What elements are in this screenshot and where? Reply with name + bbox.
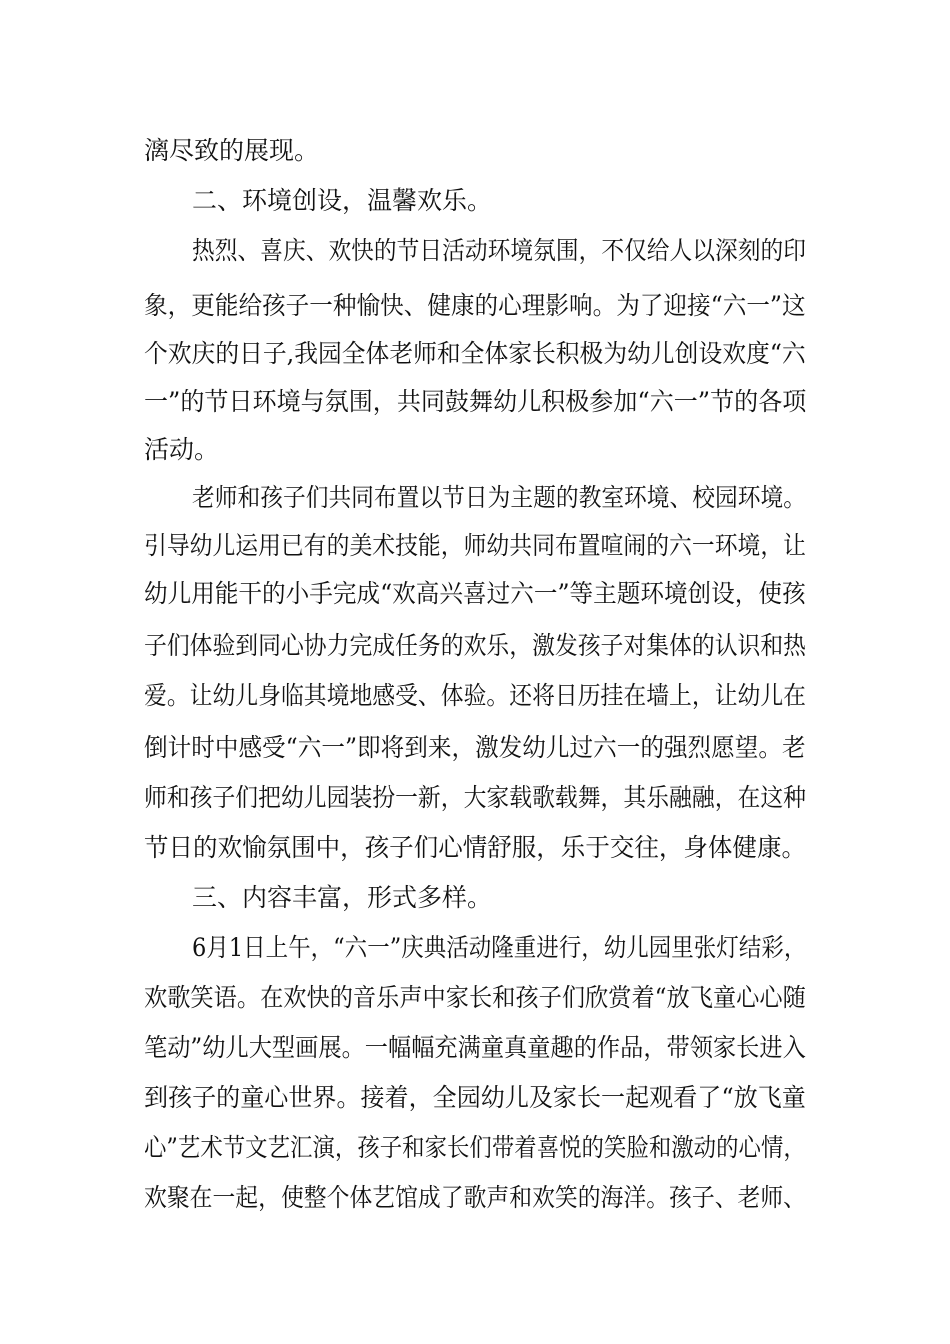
text-line: 活动。	[144, 435, 220, 464]
text-line: 子们体验到同心协力完成任务的欢乐，激发孩子对集体的认识和热	[144, 631, 807, 660]
text-line: 老师和孩子们共同布置以节日为主题的教室环境、校园环境。	[192, 483, 806, 512]
text-line: 个欢庆的日子,我园全体老师和全体家长积极为幼儿创设欢度“六	[144, 339, 806, 368]
text-line: 漓尽致的展现。	[144, 136, 320, 165]
text-line: 一”的节日环境与氛围，共同鼓舞幼儿积极参加“六一”节的各项	[144, 387, 807, 416]
text-line: 幼儿用能干的小手完成“欢高兴喜过六一”等主题环境创设，使孩	[144, 579, 806, 608]
text-line: 爱。让幼儿身临其境地感受、体验。还将日历挂在墙上，让幼儿在	[144, 681, 807, 710]
text-line: 到孩子的童心世界。接着，全园幼儿及家长一起观看了“放飞童	[144, 1083, 806, 1112]
section-heading: 三、内容丰富，形式多样。	[192, 883, 493, 912]
section-heading: 二、环境创设，温馨欢乐。	[192, 186, 493, 215]
text-line: 6月1日上午，“六一”庆典活动隆重进行，幼儿园里张灯结彩，	[192, 933, 807, 962]
text-line: 欢歌笑语。在欢快的音乐声中家长和孩子们欣赏着“放飞童心心随	[144, 983, 806, 1012]
text-line: 象，更能给孩子一种愉快、健康的心理影响。为了迎接“六一”这	[144, 291, 806, 320]
text-line: 心”艺术节文艺汇演，孩子和家长们带着喜悦的笑脸和激动的心情，	[144, 1133, 806, 1162]
text-line: 欢聚在一起，使整个体艺馆成了歌声和欢笑的海洋。孩子、老师、	[144, 1183, 807, 1212]
text-line: 热烈、喜庆、欢快的节日活动环境氛围，不仅给人以深刻的印	[192, 236, 806, 265]
text-line: 师和孩子们把幼儿园装扮一新，大家载歌载舞，其乐融融，在这种	[144, 783, 807, 812]
text-line: 笔动”幼儿大型画展。一幅幅充满童真童趣的作品，带领家长进入	[144, 1033, 806, 1062]
text-line: 倒计时中感受“六一”即将到来，激发幼儿过六一的强烈愿望。老	[144, 733, 806, 762]
text-line: 引导幼儿运用已有的美术技能，师幼共同布置喧闹的六一环境，让	[144, 531, 807, 560]
text-line: 节日的欢愉氛围中，孩子们心情舒服，乐于交往，身体健康。	[144, 833, 806, 862]
